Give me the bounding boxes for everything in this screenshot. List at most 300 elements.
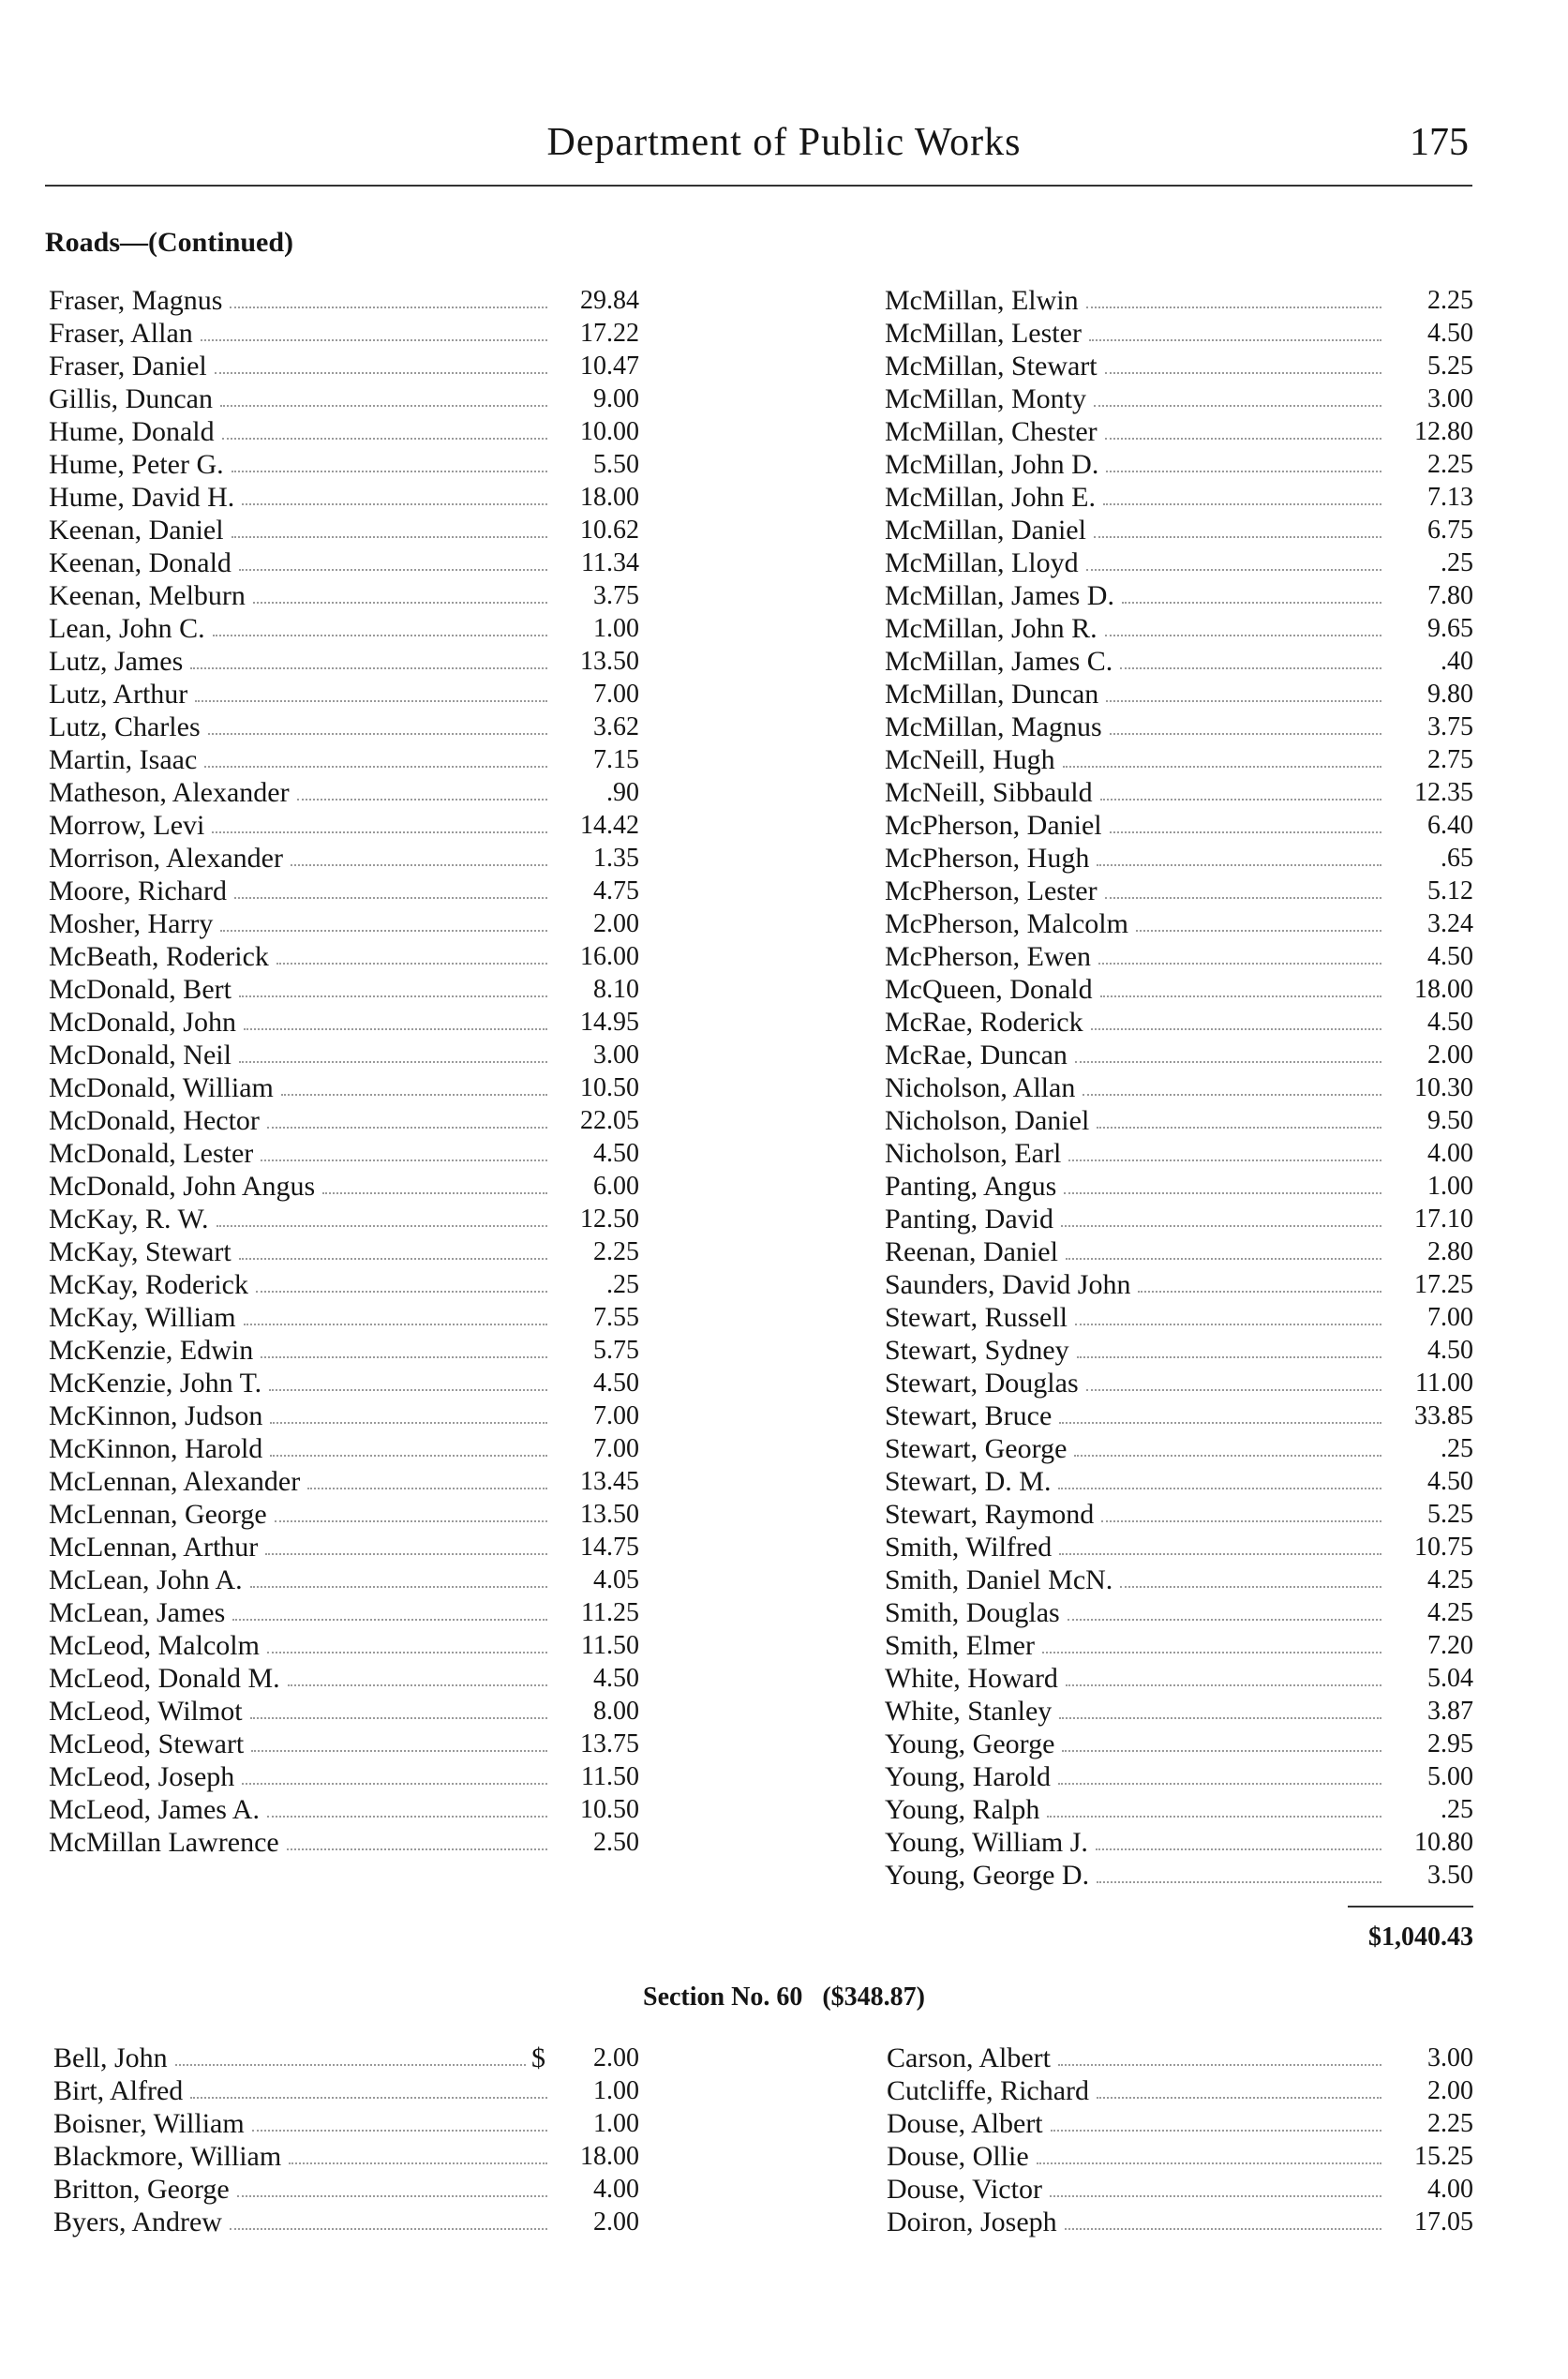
payment-amount: 18.00: [580, 2142, 639, 2171]
ledger-row: [885, 612, 1473, 645]
payment-amount: 7.80: [1427, 581, 1473, 610]
payee-name: McPherson, Daniel: [885, 810, 1102, 841]
ledger-row: [885, 382, 1473, 415]
payee-name: Moore, Richard: [49, 875, 227, 906]
ledger-row: [885, 1301, 1473, 1334]
ledger-row: [49, 842, 639, 875]
payee-name: McMillan, Elwin: [885, 285, 1079, 316]
ledger-row: [885, 1596, 1473, 1629]
payee-name: McKenzie, John T.: [49, 1368, 262, 1399]
ledger-row: [887, 2173, 1473, 2206]
payment-amount: 5.04: [1427, 1664, 1473, 1693]
ledger-row: [887, 2042, 1473, 2074]
dot-leader: [1063, 766, 1381, 768]
dot-leader: [267, 1652, 547, 1653]
dot-leader: [1062, 1750, 1381, 1752]
payment-amount: 7.55: [593, 1303, 639, 1332]
payment-amount: 2.00: [593, 2207, 639, 2237]
dot-leader: [1105, 897, 1381, 899]
ledger-row: [887, 2206, 1473, 2238]
dot-leader: [1138, 1291, 1381, 1293]
dot-leader: [291, 864, 547, 866]
payee-name: Reenan, Daniel: [885, 1236, 1058, 1267]
section-60-total: ($348.87): [822, 1982, 925, 2012]
payment-amount: 10.62: [580, 516, 639, 545]
ledger-row: [49, 1465, 639, 1498]
dot-leader: [239, 1258, 547, 1260]
ledger-row: [885, 1203, 1473, 1235]
ledger-row: [49, 382, 639, 415]
payment-amount: 17.05: [1414, 2207, 1473, 2237]
dot-leader: [1105, 438, 1381, 440]
dot-leader: [220, 930, 547, 932]
dot-leader: [265, 1553, 547, 1555]
ledger-row: [885, 776, 1473, 809]
payee-name: Carson, Albert: [887, 2042, 1051, 2073]
dot-leader: [1047, 1816, 1381, 1818]
ledger-row: [49, 1268, 639, 1301]
payee-name: Douse, Albert: [887, 2108, 1043, 2139]
dot-leader: [1086, 569, 1381, 571]
ledger-row: [49, 1793, 639, 1826]
ledger-row: [885, 350, 1473, 382]
payment-amount: 10.30: [1414, 1073, 1473, 1102]
payment-amount: 1.00: [593, 614, 639, 643]
payee-name: McLean, John A.: [49, 1564, 243, 1595]
payment-amount: 3.62: [593, 712, 639, 741]
section-60-label: Section No. 60: [643, 1982, 803, 2012]
dot-leader: [256, 1291, 547, 1293]
payee-name: McKinnon, Harold: [49, 1433, 263, 1464]
payee-name: Fraser, Daniel: [49, 351, 207, 382]
payee-name: Stewart, Russell: [885, 1302, 1068, 1333]
ledger-row: [885, 514, 1473, 546]
dot-leader: [1110, 733, 1381, 735]
dot-leader: [307, 1488, 547, 1489]
payee-name: Fraser, Magnus: [49, 285, 223, 316]
payee-name: McDonald, Lester: [49, 1138, 254, 1169]
ledger-row: [885, 1564, 1473, 1596]
payment-amount: 29.84: [580, 286, 639, 315]
dot-leader: [239, 569, 547, 571]
payee-name: Stewart, Douglas: [885, 1368, 1079, 1399]
roads-left-column: [49, 284, 639, 1859]
payment-amount: 13.50: [580, 647, 639, 676]
dot-leader: [288, 1684, 547, 1686]
ledger-row: [885, 284, 1473, 317]
payee-name: McNeill, Hugh: [885, 744, 1055, 775]
dot-leader: [1050, 2195, 1381, 2197]
dot-leader: [217, 1225, 547, 1227]
payment-amount: 4.50: [1427, 1467, 1473, 1496]
payment-amount: 13.75: [580, 1729, 639, 1758]
payment-amount: 2.00: [1427, 2076, 1473, 2105]
payment-amount: .25: [606, 1270, 639, 1299]
dot-leader: [1100, 995, 1381, 997]
ledger-row: [885, 1629, 1473, 1662]
dot-leader: [1091, 1028, 1381, 1030]
payee-name: McLean, James: [49, 1597, 226, 1628]
payment-amount: 11.50: [581, 1762, 639, 1791]
dot-leader: [250, 1586, 547, 1588]
ledger-row: [49, 1039, 639, 1071]
payment-amount: 4.25: [1427, 1598, 1473, 1627]
payment-amount: 33.85: [1414, 1401, 1473, 1430]
dot-leader: [270, 1455, 547, 1457]
payee-name: Keenan, Daniel: [49, 515, 224, 546]
payee-name: Keenan, Melburn: [49, 580, 246, 611]
payment-amount: 17.22: [580, 319, 639, 348]
payee-name: McMillan, Monty: [885, 383, 1086, 414]
payee-name: McLennan, Arthur: [49, 1532, 259, 1563]
ledger-row: [49, 1596, 639, 1629]
dot-leader: [1101, 1520, 1381, 1522]
ledger-row: [49, 481, 639, 514]
payment-amount: 2.25: [1427, 2109, 1473, 2138]
payment-amount: 8.10: [593, 975, 639, 1004]
payee-name: McMillan, Lester: [885, 318, 1082, 349]
ledger-row: [885, 1367, 1473, 1399]
payee-name: McDonald, John Angus: [49, 1171, 316, 1202]
ledger-row: [885, 1170, 1473, 1203]
payment-amount: 7.20: [1427, 1631, 1473, 1660]
ledger-row: [887, 2140, 1473, 2173]
dot-leader: [1077, 1356, 1381, 1358]
ledger-row: [49, 1760, 639, 1793]
payee-name: McQueen, Donald: [885, 974, 1093, 1005]
payment-amount: 4.50: [1427, 942, 1473, 971]
payment-amount: 3.00: [1427, 384, 1473, 413]
payment-amount: .25: [1441, 548, 1473, 577]
dot-leader: [212, 831, 547, 833]
payment-amount: 9.00: [593, 384, 639, 413]
ledger-row: [49, 907, 639, 940]
payment-amount: 5.00: [1427, 1762, 1473, 1791]
payee-name: McPherson, Malcolm: [885, 908, 1128, 939]
payment-amount: .25: [1441, 1434, 1473, 1463]
payment-amount: 2.50: [593, 1828, 639, 1857]
ledger-row: [49, 612, 639, 645]
payment-amount: 13.45: [580, 1467, 639, 1496]
dot-leader: [1051, 2130, 1381, 2132]
payment-amount: 2.25: [1427, 286, 1473, 315]
dot-leader: [1066, 1258, 1381, 1260]
ledger-row: [53, 2173, 639, 2206]
payee-name: Panting, David: [885, 1204, 1053, 1234]
ledger-row: [49, 1006, 639, 1039]
payee-name: McPherson, Hugh: [885, 843, 1090, 874]
total-rule: [1348, 1906, 1473, 1908]
section-60-left-column: [53, 2042, 639, 2238]
payee-name: McDonald, Neil: [49, 1040, 231, 1070]
dot-leader: [1105, 635, 1381, 636]
payment-amount: 9.65: [1427, 614, 1473, 643]
ledger-row: [53, 2140, 639, 2173]
payment-amount: 10.80: [1414, 1828, 1473, 1857]
dot-leader: [1098, 963, 1381, 965]
dot-leader: [230, 307, 547, 308]
payee-name: McMillan, Stewart: [885, 351, 1098, 382]
payee-name: McNeill, Sibbauld: [885, 777, 1093, 808]
dot-leader: [267, 1816, 547, 1818]
payment-amount: 10.50: [580, 1795, 639, 1824]
payee-name: McLeod, Malcolm: [49, 1630, 260, 1661]
payee-name: Douse, Ollie: [887, 2141, 1029, 2172]
dot-leader: [1066, 1684, 1381, 1686]
payment-amount: 15.25: [1414, 2142, 1473, 2171]
dot-leader: [1120, 667, 1381, 669]
payment-amount: 11.34: [581, 548, 639, 577]
ledger-row: [49, 1695, 639, 1728]
payment-amount: 1.00: [593, 2076, 639, 2105]
payee-name: Boisner, William: [53, 2108, 245, 2139]
payee-name: McMillan, John E.: [885, 482, 1096, 513]
payment-amount: 10.00: [580, 417, 639, 446]
ledger-row: [49, 776, 639, 809]
ledger-row: [885, 448, 1473, 481]
dot-leader: [1042, 1652, 1381, 1653]
dot-leader: [1089, 339, 1381, 341]
dot-leader: [175, 2064, 526, 2066]
dot-leader: [1059, 1717, 1381, 1719]
dot-leader: [1122, 602, 1381, 604]
payee-name: McDonald, Bert: [49, 974, 231, 1005]
ledger-row: [885, 645, 1473, 678]
payment-amount: 7.00: [593, 680, 639, 709]
payment-amount: 11.50: [581, 1631, 639, 1660]
ledger-row: [885, 711, 1473, 743]
payee-name: McBeath, Roderick: [49, 941, 269, 972]
payment-amount: 14.42: [580, 811, 639, 840]
dot-leader: [1086, 307, 1381, 308]
payee-name: McPherson, Lester: [885, 875, 1098, 906]
payee-name: Lean, John C.: [49, 613, 205, 644]
payment-amount: 5.25: [1427, 352, 1473, 381]
page-title: Department of Public Works: [546, 121, 1022, 164]
payee-name: Stewart, Bruce: [885, 1400, 1053, 1431]
payee-name: McLeod, Joseph: [49, 1761, 235, 1792]
payment-amount: 17.25: [1414, 1270, 1473, 1299]
payment-amount: .65: [1441, 844, 1473, 873]
ledger-row: [885, 1859, 1473, 1892]
payee-name: Bell, John: [53, 2042, 168, 2073]
payment-amount: 2.75: [1427, 745, 1473, 774]
ledger-row: [885, 481, 1473, 514]
dot-leader: [1068, 1619, 1381, 1621]
ledger-row: [885, 973, 1473, 1006]
dot-leader: [244, 1324, 547, 1325]
payee-name: Stewart, George: [885, 1433, 1068, 1464]
payment-amount: 4.05: [593, 1565, 639, 1594]
dot-leader: [1097, 864, 1381, 866]
dot-leader: [1064, 1192, 1381, 1194]
payee-name: White, Stanley: [885, 1696, 1053, 1727]
payee-name: McDonald, Hector: [49, 1105, 260, 1136]
payment-amount: 9.50: [1427, 1106, 1473, 1135]
ledger-row: [49, 514, 639, 546]
ledger-row: [49, 875, 639, 907]
dot-leader: [322, 1192, 547, 1194]
dot-leader: [1136, 930, 1381, 932]
ledger-row: [885, 1006, 1473, 1039]
payee-name: McRae, Duncan: [885, 1040, 1068, 1070]
payee-name: Smith, Douglas: [885, 1597, 1060, 1628]
payment-amount: 4.50: [593, 1369, 639, 1398]
payee-name: McMillan, James C.: [885, 646, 1113, 677]
payee-name: Saunders, David John: [885, 1269, 1131, 1300]
payee-name: McKay, Stewart: [49, 1236, 231, 1267]
payee-name: Hume, Donald: [49, 416, 215, 447]
payee-name: Gillis, Duncan: [49, 383, 213, 414]
ledger-row: [49, 317, 639, 350]
payee-name: Morrison, Alexander: [49, 843, 283, 874]
payment-amount: 3.87: [1427, 1697, 1473, 1726]
payment-amount: 5.75: [593, 1336, 639, 1365]
payment-amount: 1.35: [593, 844, 639, 873]
dot-leader: [252, 2130, 547, 2132]
payment-amount: 16.00: [580, 942, 639, 971]
dot-leader: [1097, 1881, 1381, 1883]
ledger-row: [885, 875, 1473, 907]
ledger-row: [49, 1071, 639, 1104]
dot-leader: [251, 1750, 547, 1752]
ledger-row: [53, 2042, 639, 2074]
ledger-row: [49, 415, 639, 448]
payment-amount: 4.25: [1427, 1565, 1473, 1594]
dot-leader: [208, 733, 547, 735]
payment-amount: 11.00: [1415, 1369, 1473, 1398]
section-60-title: [0, 1982, 1568, 2012]
dot-leader: [234, 897, 547, 899]
ledger-row: [49, 1137, 639, 1170]
ledger-row: [49, 546, 639, 579]
payment-amount: 4.75: [593, 876, 639, 905]
ledger-row: [49, 678, 639, 711]
payment-amount: 12.50: [580, 1204, 639, 1234]
payee-name: Martin, Isaac: [49, 744, 198, 775]
payment-amount: 14.75: [580, 1533, 639, 1562]
payee-name: Nicholson, Allan: [885, 1072, 1076, 1103]
ledger-row: [885, 678, 1473, 711]
ledger-row: [885, 1071, 1473, 1104]
ledger-row: [49, 1531, 639, 1564]
payment-amount: 3.75: [1427, 712, 1473, 741]
payment-amount: 4.50: [1427, 1336, 1473, 1365]
dot-leader: [1097, 2097, 1381, 2099]
payee-name: McLeod, James A.: [49, 1794, 260, 1825]
ledger-row: [885, 842, 1473, 875]
dot-leader: [1065, 2228, 1381, 2230]
roads-total: $1,040.43: [1368, 1923, 1473, 1952]
payment-amount: 3.75: [593, 581, 639, 610]
payment-amount: 22.05: [580, 1106, 639, 1135]
payee-name: McKinnon, Judson: [49, 1400, 263, 1431]
payment-amount: 14.95: [580, 1008, 639, 1037]
dot-leader: [253, 602, 547, 604]
payee-name: Nicholson, Daniel: [885, 1105, 1090, 1136]
payee-name: Lutz, James: [49, 646, 184, 677]
ledger-row: [885, 546, 1473, 579]
dot-leader: [281, 1094, 547, 1096]
ledger-row: [49, 1170, 639, 1203]
ledger-row: [885, 1498, 1473, 1531]
ledger-row: [885, 1104, 1473, 1137]
ledger-row: [885, 1137, 1473, 1170]
ledger-row: [885, 1039, 1473, 1071]
ledger-row: [49, 1826, 639, 1859]
payment-amount: 1.00: [593, 2109, 639, 2138]
dot-leader: [287, 1848, 547, 1850]
payment-amount: 6.75: [1427, 516, 1473, 545]
payee-name: McMillan, Daniel: [885, 515, 1086, 546]
payee-name: McMillan, Lloyd: [885, 547, 1079, 578]
dot-leader: [276, 963, 547, 965]
payee-name: McMillan, John R.: [885, 613, 1098, 644]
ledger-row: [49, 1301, 639, 1334]
ledger-row: [885, 1268, 1473, 1301]
ledger-row: [49, 1104, 639, 1137]
payee-name: Smith, Elmer: [885, 1630, 1035, 1661]
payment-amount: 9.80: [1427, 680, 1473, 709]
payment-amount: .90: [606, 778, 639, 807]
payment-amount: 18.00: [580, 483, 639, 512]
payment-amount: 4.00: [593, 2175, 639, 2204]
payment-amount: 4.50: [593, 1139, 639, 1168]
payment-amount: 3.24: [1427, 909, 1473, 938]
ledger-row: [885, 579, 1473, 612]
payment-amount: 5.25: [1427, 1500, 1473, 1529]
payee-name: McRae, Roderick: [885, 1007, 1083, 1038]
ledger-row: [49, 1235, 639, 1268]
ledger-row: [885, 1465, 1473, 1498]
dot-leader: [250, 1717, 547, 1719]
dot-leader: [232, 1619, 547, 1621]
ledger-row: [49, 711, 639, 743]
payee-name: Young, William J.: [885, 1827, 1088, 1858]
dot-leader: [1075, 1324, 1381, 1325]
payee-name: Lutz, Arthur: [49, 679, 188, 710]
payment-amount: 8.00: [593, 1697, 639, 1726]
ledger-row: [887, 2107, 1473, 2140]
payee-name: McLeod, Donald M.: [49, 1663, 280, 1694]
payee-name: McLeod, Wilmot: [49, 1696, 243, 1727]
payment-amount: 5.12: [1427, 876, 1473, 905]
payee-name: Hume, David H.: [49, 482, 235, 513]
ledger-row: [49, 973, 639, 1006]
payee-name: Blackmore, William: [53, 2141, 282, 2172]
dot-leader: [195, 700, 547, 702]
payee-name: Smith, Wilfred: [885, 1532, 1053, 1563]
payee-name: Douse, Victor: [887, 2174, 1042, 2205]
payment-amount: 7.13: [1427, 483, 1473, 512]
payment-amount: 7.15: [593, 745, 639, 774]
dot-leader: [230, 2228, 547, 2230]
payee-name: Stewart, Sydney: [885, 1335, 1069, 1366]
payment-amount: 4.50: [1427, 319, 1473, 348]
dot-leader: [201, 339, 547, 341]
dot-leader: [270, 1422, 547, 1424]
header-rule: [45, 185, 1472, 187]
dot-leader: [1058, 1488, 1381, 1489]
payee-name: Stewart, Raymond: [885, 1499, 1095, 1530]
page-number: 175: [1410, 121, 1469, 164]
dot-leader: [261, 1356, 547, 1358]
dot-leader: [239, 1061, 547, 1063]
payment-amount: 11.25: [581, 1598, 639, 1627]
payment-amount: 4.50: [593, 1664, 639, 1693]
section-60-right-column: [887, 2042, 1473, 2238]
dot-leader: [231, 471, 547, 472]
